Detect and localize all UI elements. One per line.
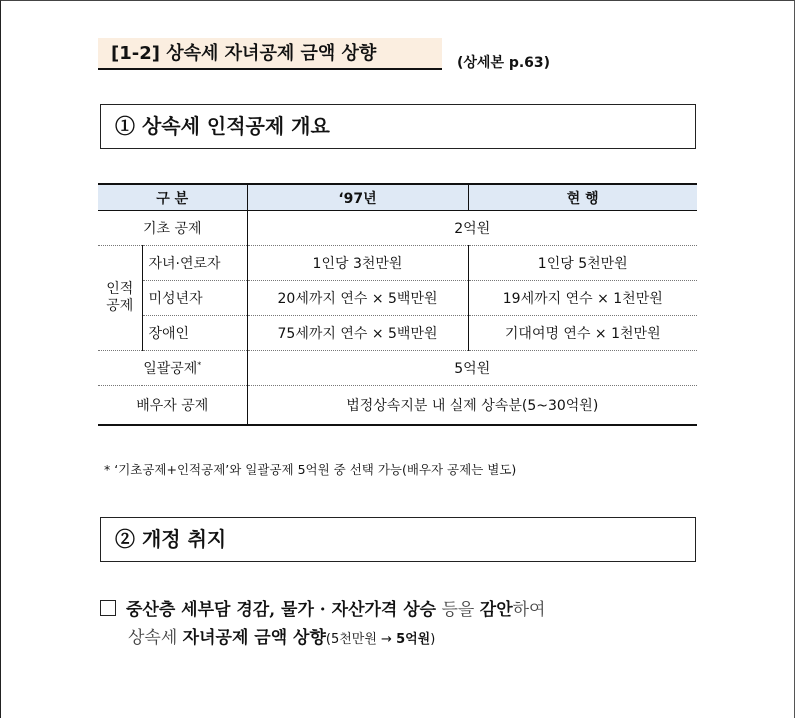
lump-value: 5억원 bbox=[247, 351, 697, 386]
table-row bbox=[98, 316, 697, 351]
bullet-text-1: 등을 bbox=[436, 600, 480, 620]
personal-group-label: 인적 공제 bbox=[98, 246, 142, 351]
table-row bbox=[98, 246, 697, 281]
table-row bbox=[98, 281, 697, 316]
page-reference: (상세본 p.63) bbox=[457, 55, 551, 71]
basic-value: 2억원 bbox=[247, 211, 697, 246]
table-row bbox=[98, 351, 697, 386]
bullet-text-4: (5천만원 → bbox=[325, 632, 397, 647]
lump-label-text: 일괄공제 bbox=[143, 361, 198, 377]
header-1997: ‘97년 bbox=[247, 184, 468, 211]
page-title: [1-2] 상속세 자녀공제 금액 상향 bbox=[98, 38, 442, 70]
personal-old: 20세까지 연수 × 5백만원 bbox=[247, 281, 468, 316]
bullet-bold-1: 중산층 세부담 경감, 물가 · 자산가격 상승 bbox=[126, 600, 437, 620]
table-footnote: * ‘기초공제+인적공제’와 일괄공제 5억원 중 선택 가능(배우자 공제는 별도) bbox=[104, 462, 517, 477]
personal-old: 1인당 3천만원 bbox=[247, 246, 468, 281]
lump-label bbox=[98, 351, 247, 386]
personal-label: 자녀·연로자 bbox=[142, 246, 247, 281]
spouse-label: 배우자 공제 bbox=[98, 386, 247, 426]
personal-label: 장애인 bbox=[142, 316, 247, 351]
personal-new: 1인당 5천만원 bbox=[468, 246, 697, 281]
personal-label: 미성년자 bbox=[142, 281, 247, 316]
bullet-text-5: ) bbox=[430, 632, 436, 647]
personal-old: 75세까지 연수 × 5백만원 bbox=[247, 316, 468, 351]
purpose-bullet bbox=[100, 596, 545, 654]
checkbox-bullet-icon bbox=[100, 600, 116, 616]
spouse-value: 법정상속지분 내 실제 상속분(5~30억원) bbox=[247, 386, 697, 426]
bullet-bold-4: 5억원 bbox=[396, 632, 431, 647]
deduction-table bbox=[98, 183, 697, 426]
basic-label: 기초 공제 bbox=[98, 211, 247, 246]
section-2-title: ② 개정 취지 bbox=[100, 517, 696, 562]
personal-new: 기대여명 연수 × 1천만원 bbox=[468, 316, 697, 351]
table-row bbox=[98, 386, 697, 426]
bullet-text-3: 상속세 bbox=[128, 628, 183, 648]
header-current: 현 행 bbox=[468, 184, 697, 211]
bullet-bold-2: 감안 bbox=[479, 600, 513, 620]
header-category: 구 분 bbox=[98, 184, 247, 211]
lump-footnote-mark: * bbox=[197, 360, 202, 370]
personal-new: 19세까지 연수 × 1천만원 bbox=[468, 281, 697, 316]
section-1-title: ① 상속세 인적공제 개요 bbox=[100, 104, 696, 149]
table-row bbox=[98, 211, 697, 246]
bullet-text-2: 하여 bbox=[512, 600, 546, 620]
bullet-bold-3: 자녀공제 금액 상향 bbox=[182, 628, 326, 648]
